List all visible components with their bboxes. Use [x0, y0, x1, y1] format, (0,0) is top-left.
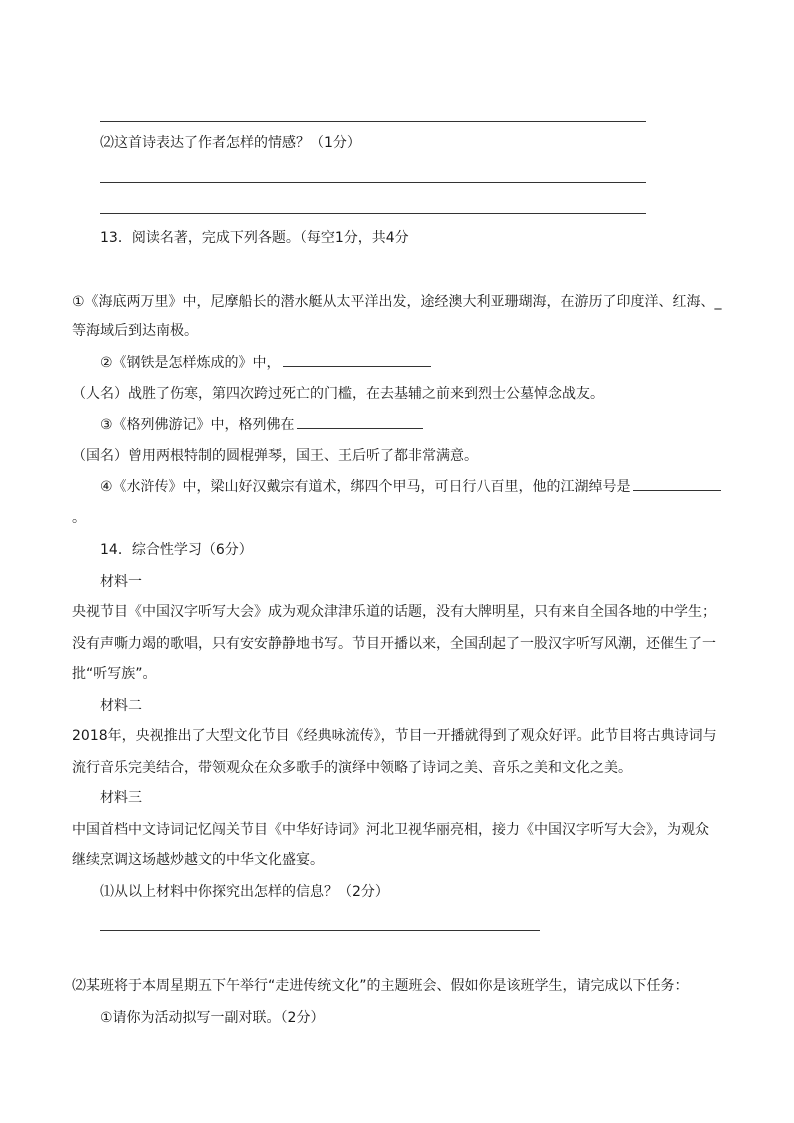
q13-item1-line1: ①《海底两万里》中，尼摩船长的潜水艇从太平洋出发，途经澳大利亚珊瑚海，在游历了印度洋、红海、_	[72, 294, 722, 310]
q13-item3-text: ③《格列佛游记》中，格列佛在	[100, 417, 295, 433]
answer-line[interactable]	[100, 213, 646, 214]
q13-item1-line2: 等海域后到达南极。	[72, 323, 198, 339]
q14-sub1-prompt: ⑴从以上材料中你探究出怎样的信息？（2分）	[100, 884, 389, 900]
material1-label: 材料一	[100, 574, 142, 590]
answer-line[interactable]	[100, 121, 646, 122]
q13-item2-line1	[100, 352, 431, 373]
q13-item2-line2: （人名）战胜了伤寒，第四次跨过死亡的门槛，在去基辅之前来到烈士公墓悼念战友。	[72, 386, 604, 402]
material1-line2: 没有声嘶力竭的歌唱，只有安安静静地书写。节目开播以来，全国刮起了一股汉字听写风潮，还催生了一	[72, 636, 716, 652]
q14-sub2-prompt: ⑵某班将于本周星期五下午举行“走进传统文化”的主题班会、假如你是该班学生，请完成以下任务：	[72, 978, 689, 994]
q13-item4-line2: 。	[72, 510, 86, 526]
material1-line1: 央视节目《中国汉字听写大会》成为观众津津乐道的话题，没有大牌明星，只有来自全国各地的中学生；	[72, 604, 716, 620]
material2-label: 材料二	[100, 698, 142, 714]
material3-line1: 中国首档中文诗词记忆闯关节目《中华好诗词》河北卫视华丽亮相，接力《中国汉字听写大会》，为观众	[72, 822, 709, 838]
answer-blank[interactable]	[633, 476, 721, 491]
q12-sub2-prompt: ⑵这首诗表达了作者怎样的情感？（1分）	[100, 135, 361, 151]
q14-sub2-task1: ①请你为活动拟写一副对联。（2分）	[100, 1010, 325, 1026]
q13-item4-text: ④《水浒传》中，梁山好汉戴宗有道术，绑四个甲马，可日行八百里，他的江湖绰号是	[100, 479, 631, 495]
q13-item4-line1	[100, 476, 721, 497]
q14-title: 14．综合性学习（6分）	[100, 542, 253, 558]
q13-item3-line1	[100, 414, 423, 435]
answer-blank[interactable]	[297, 414, 423, 429]
material2-line1: 2018年，央视推出了大型文化节目《经典咏流传》，节目一开播就得到了观众好评。此节目将古典诗词与	[72, 728, 717, 744]
material3-label: 材料三	[100, 790, 142, 806]
q13-title: 13．阅读名著，完成下列各题。（每空1分，共4分	[100, 230, 409, 246]
q13-item3-line2: （国名）曾用两根特制的圆棍弹琴，国王、王后听了都非常满意。	[72, 448, 478, 464]
material2-line2: 流行音乐完美结合，带领观众在众多歌手的演绎中领略了诗词之美、音乐之美和文化之美。	[72, 760, 632, 776]
answer-blank[interactable]	[283, 352, 431, 367]
answer-line[interactable]	[100, 182, 646, 183]
answer-line[interactable]	[100, 930, 540, 931]
material3-line2: 继续烹调这场越炒越文的中华文化盛宴。	[72, 852, 324, 868]
q13-item2-text: ②《钢铁是怎样炼成的》中，	[100, 355, 281, 371]
material1-line3: 批“听写族”。	[72, 666, 157, 682]
